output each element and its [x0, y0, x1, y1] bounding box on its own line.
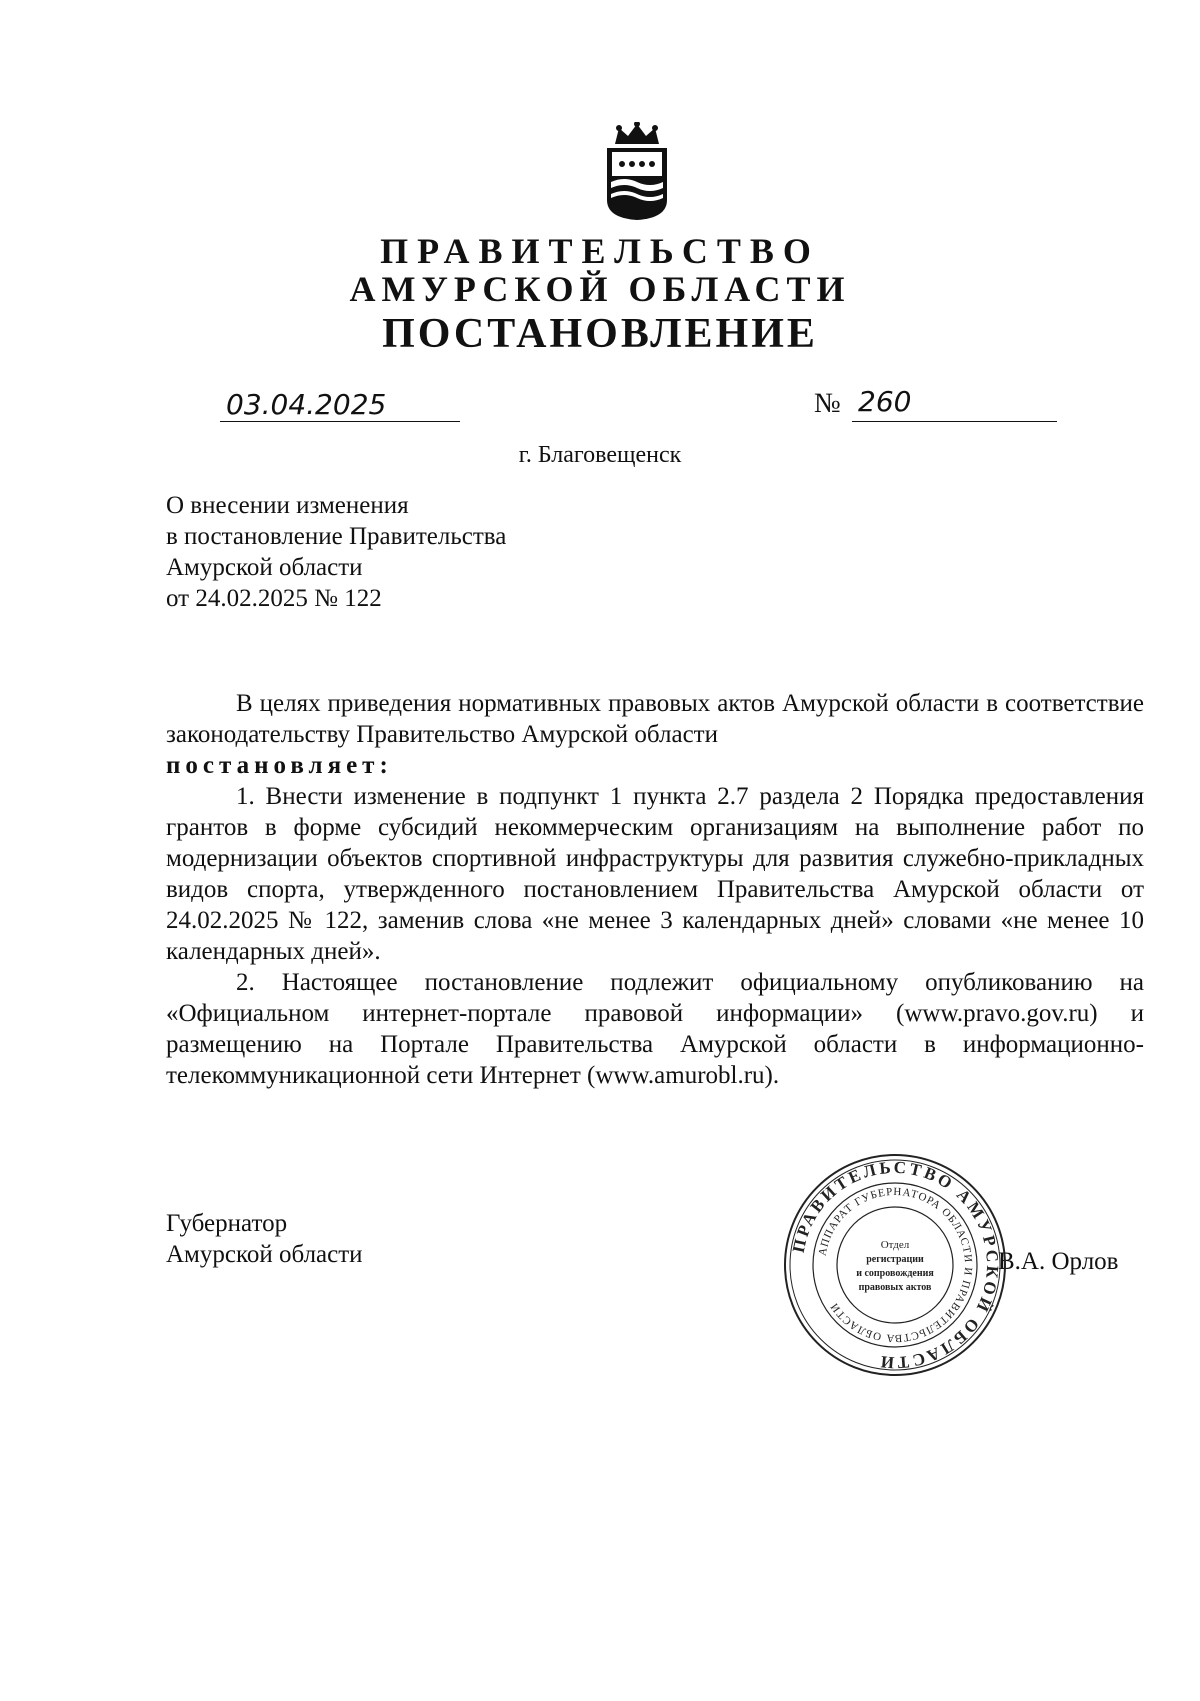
item-2-paragraph: 2. Настоящее постановление подлежит официальному опубликованию на «Официальном интернет-портале правовой информации» (www.pravo.gov.ru) и размещению на Портале Правительства Амурской области в информационно-телекоммуникационной сети Интернет (www.amurobl.ru). [166, 969, 1144, 1089]
item-1-paragraph: 1. Внести изменение в подпункт 1 пункта 2.7 раздела 2 Порядка предоставления грантов в форме субсидий некоммерческим организациям на выполнение работ по модернизации объектов спортивной инфраструктуры для развития служебно-прикладных видов спорта, утвержденного постановлением Правительства Амурской области от 24.02.2025 № 122, заменив слова «не менее 3 календарных дней» словами «не менее 10 календарных дней». [166, 783, 1144, 965]
signatory-title [166, 1208, 466, 1270]
seal-inner-ring-text: АППАРАТ ГУБЕРНАТОРА ОБЛАСТИ И ПРАВИТЕЛЬСТВА ОБЛАСТИ [816, 1185, 975, 1345]
subject-line: Амурской области [166, 554, 363, 581]
preamble-paragraph: В целях приведения нормативных правовых актов Амурской области в соответствие законодательству Правительство Амурской области [166, 690, 1144, 748]
seal-center-line: Отдел [880, 1239, 910, 1251]
subject-line: в постановление Правительства [166, 523, 507, 550]
subject-line: О внесении изменения [166, 492, 409, 519]
coat-of-arms-icon [597, 122, 677, 222]
document-body [166, 688, 1144, 1091]
document-city: г. Благовещенск [518, 442, 682, 468]
document-subject [166, 490, 666, 614]
seal-center-line: правовых актов [858, 1282, 932, 1293]
seal-center-line: регистрации [866, 1254, 924, 1265]
document-type: ПОСТАНОВЛЕНИЕ [382, 311, 818, 357]
signatory-title-line2: Амурской области [166, 1241, 363, 1268]
number-underline [852, 421, 1057, 422]
date-underline [220, 421, 460, 422]
svg-text:АППАРАТ ГУБЕРНАТОРА ОБЛАСТИ И [817, 1186, 975, 1344]
seal-outer-text: ПРАВИТЕЛЬСТВО АМУРСКОЙ ОБЛАСТИ [788, 1157, 1003, 1373]
subject-line: от 24.02.2025 № 122 [166, 585, 382, 612]
number-label: № [814, 388, 841, 419]
org-name-line2: АМУРСКОЙ ОБЛАСТИ [349, 269, 851, 309]
document-date: 03.04.2025 [226, 388, 387, 421]
official-seal-stamp [780, 1150, 1010, 1380]
resolves-word: постановляет: [166, 752, 393, 779]
seal-center-line: и сопровождения [856, 1268, 934, 1279]
signatory-name: В.А. Орлов [998, 1248, 1119, 1275]
document-number: 260 [858, 385, 912, 418]
org-name-line1: ПРАВИТЕЛЬСТВО [380, 231, 820, 271]
signatory-title-line1: Губернатор [166, 1210, 288, 1237]
